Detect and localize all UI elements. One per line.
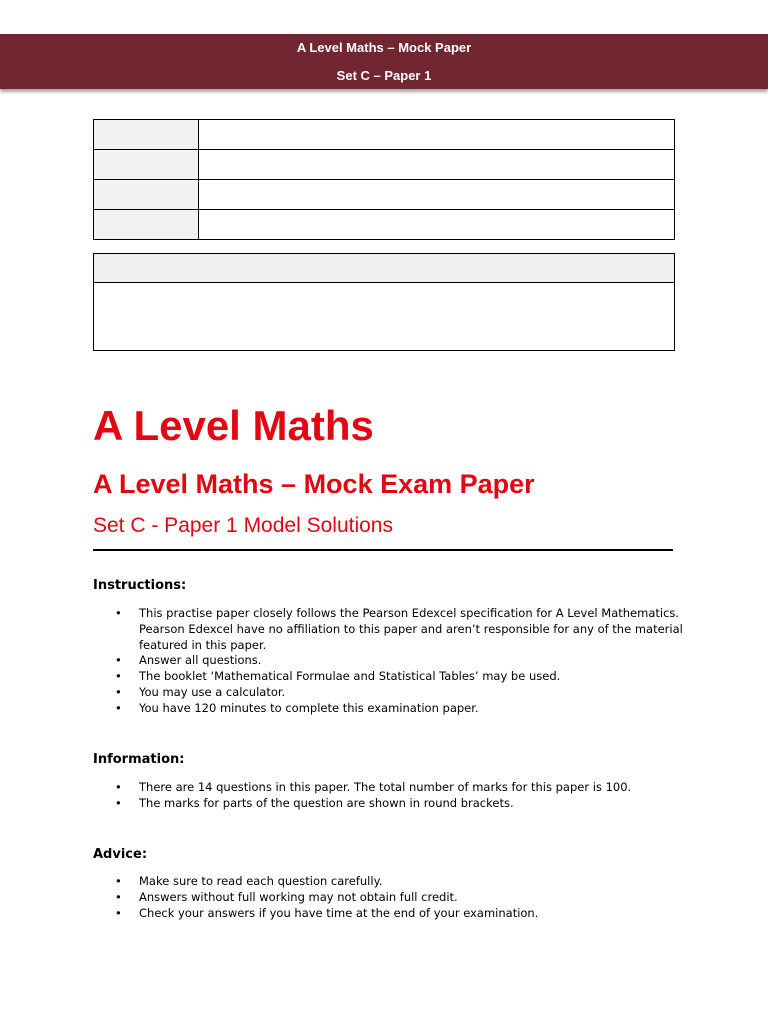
list-item (113, 906, 713, 922)
table-row (94, 210, 675, 240)
bullet-icon: • (115, 905, 122, 920)
instructions-heading: Instructions: (93, 578, 187, 593)
header-banner (0, 34, 768, 89)
candidate-details-table (93, 119, 675, 240)
bullet-icon: • (115, 889, 122, 904)
document-subtitle-secondary: Set C - Paper 1 Model Solutions (93, 514, 393, 537)
information-heading: Information: (93, 752, 185, 767)
list-item (113, 874, 713, 890)
bullet-icon: • (115, 780, 122, 794)
label-cell (94, 180, 199, 210)
notes-box-header-row (94, 254, 675, 283)
list-item (113, 653, 713, 669)
advice-heading: Advice: (93, 847, 148, 862)
list-item-text: Check your answers if you have time at the end of your examination. (139, 905, 539, 920)
notes-box (93, 253, 675, 351)
list-item-text: Make sure to read each question carefully. (139, 874, 383, 888)
instructions-list (113, 606, 713, 717)
list-item-text: The marks for parts of the question are shown in round brackets. (139, 795, 514, 810)
list-item-text: This practise paper closely follows the Pearson Edexcel specification for A Level Mathematics. Pearson Edexcel have no affiliation to this paper and aren’t responsible for any of the material featured in this paper. (139, 606, 683, 652)
list-item-text: You may use a calculator. (139, 684, 286, 699)
bullet-icon: • (115, 795, 122, 810)
header-title: A Level Maths – Mock Paper (296, 40, 472, 55)
notes-box-body-row (94, 283, 675, 351)
list-item-text: There are 14 questions in this paper. The total number of marks for this paper is 100. (139, 780, 632, 794)
bullet-icon: • (115, 653, 122, 668)
list-item-text: You have 120 minutes to complete this examination paper. (139, 700, 479, 715)
list-item-text: Answers without full working may not obtain full credit. (139, 889, 458, 904)
table-row (94, 120, 675, 150)
notes-box-body[interactable] (94, 283, 675, 351)
list-item (113, 685, 713, 701)
document-title: A Level Maths (93, 402, 374, 449)
input-cell[interactable] (199, 150, 675, 180)
list-item (113, 701, 713, 717)
list-item (113, 669, 713, 685)
input-cell[interactable] (199, 210, 675, 240)
input-cell[interactable] (199, 180, 675, 210)
bullet-icon: • (115, 669, 122, 684)
list-item-text: Answer all questions. (139, 653, 262, 668)
label-cell (94, 210, 199, 240)
list-item (113, 780, 713, 796)
table-row (94, 150, 675, 180)
header-subtitle: Set C – Paper 1 (336, 68, 432, 83)
divider (93, 549, 673, 551)
list-item (113, 796, 713, 812)
input-cell[interactable] (199, 120, 675, 150)
document-subtitle: A Level Maths – Mock Exam Paper (93, 469, 535, 499)
notes-box-header (94, 254, 675, 283)
list-item-text: The booklet ‘Mathematical Formulae and Statistical Tables’ may be used. (139, 669, 561, 684)
list-item (113, 890, 713, 906)
bullet-icon: • (115, 684, 122, 699)
advice-list (113, 874, 713, 921)
table-row (94, 180, 675, 210)
bullet-icon: • (115, 606, 122, 620)
label-cell (94, 120, 199, 150)
bullet-icon: • (115, 700, 122, 715)
information-list (113, 780, 713, 812)
label-cell (94, 150, 199, 180)
bullet-icon: • (115, 874, 122, 888)
list-item (113, 606, 713, 653)
